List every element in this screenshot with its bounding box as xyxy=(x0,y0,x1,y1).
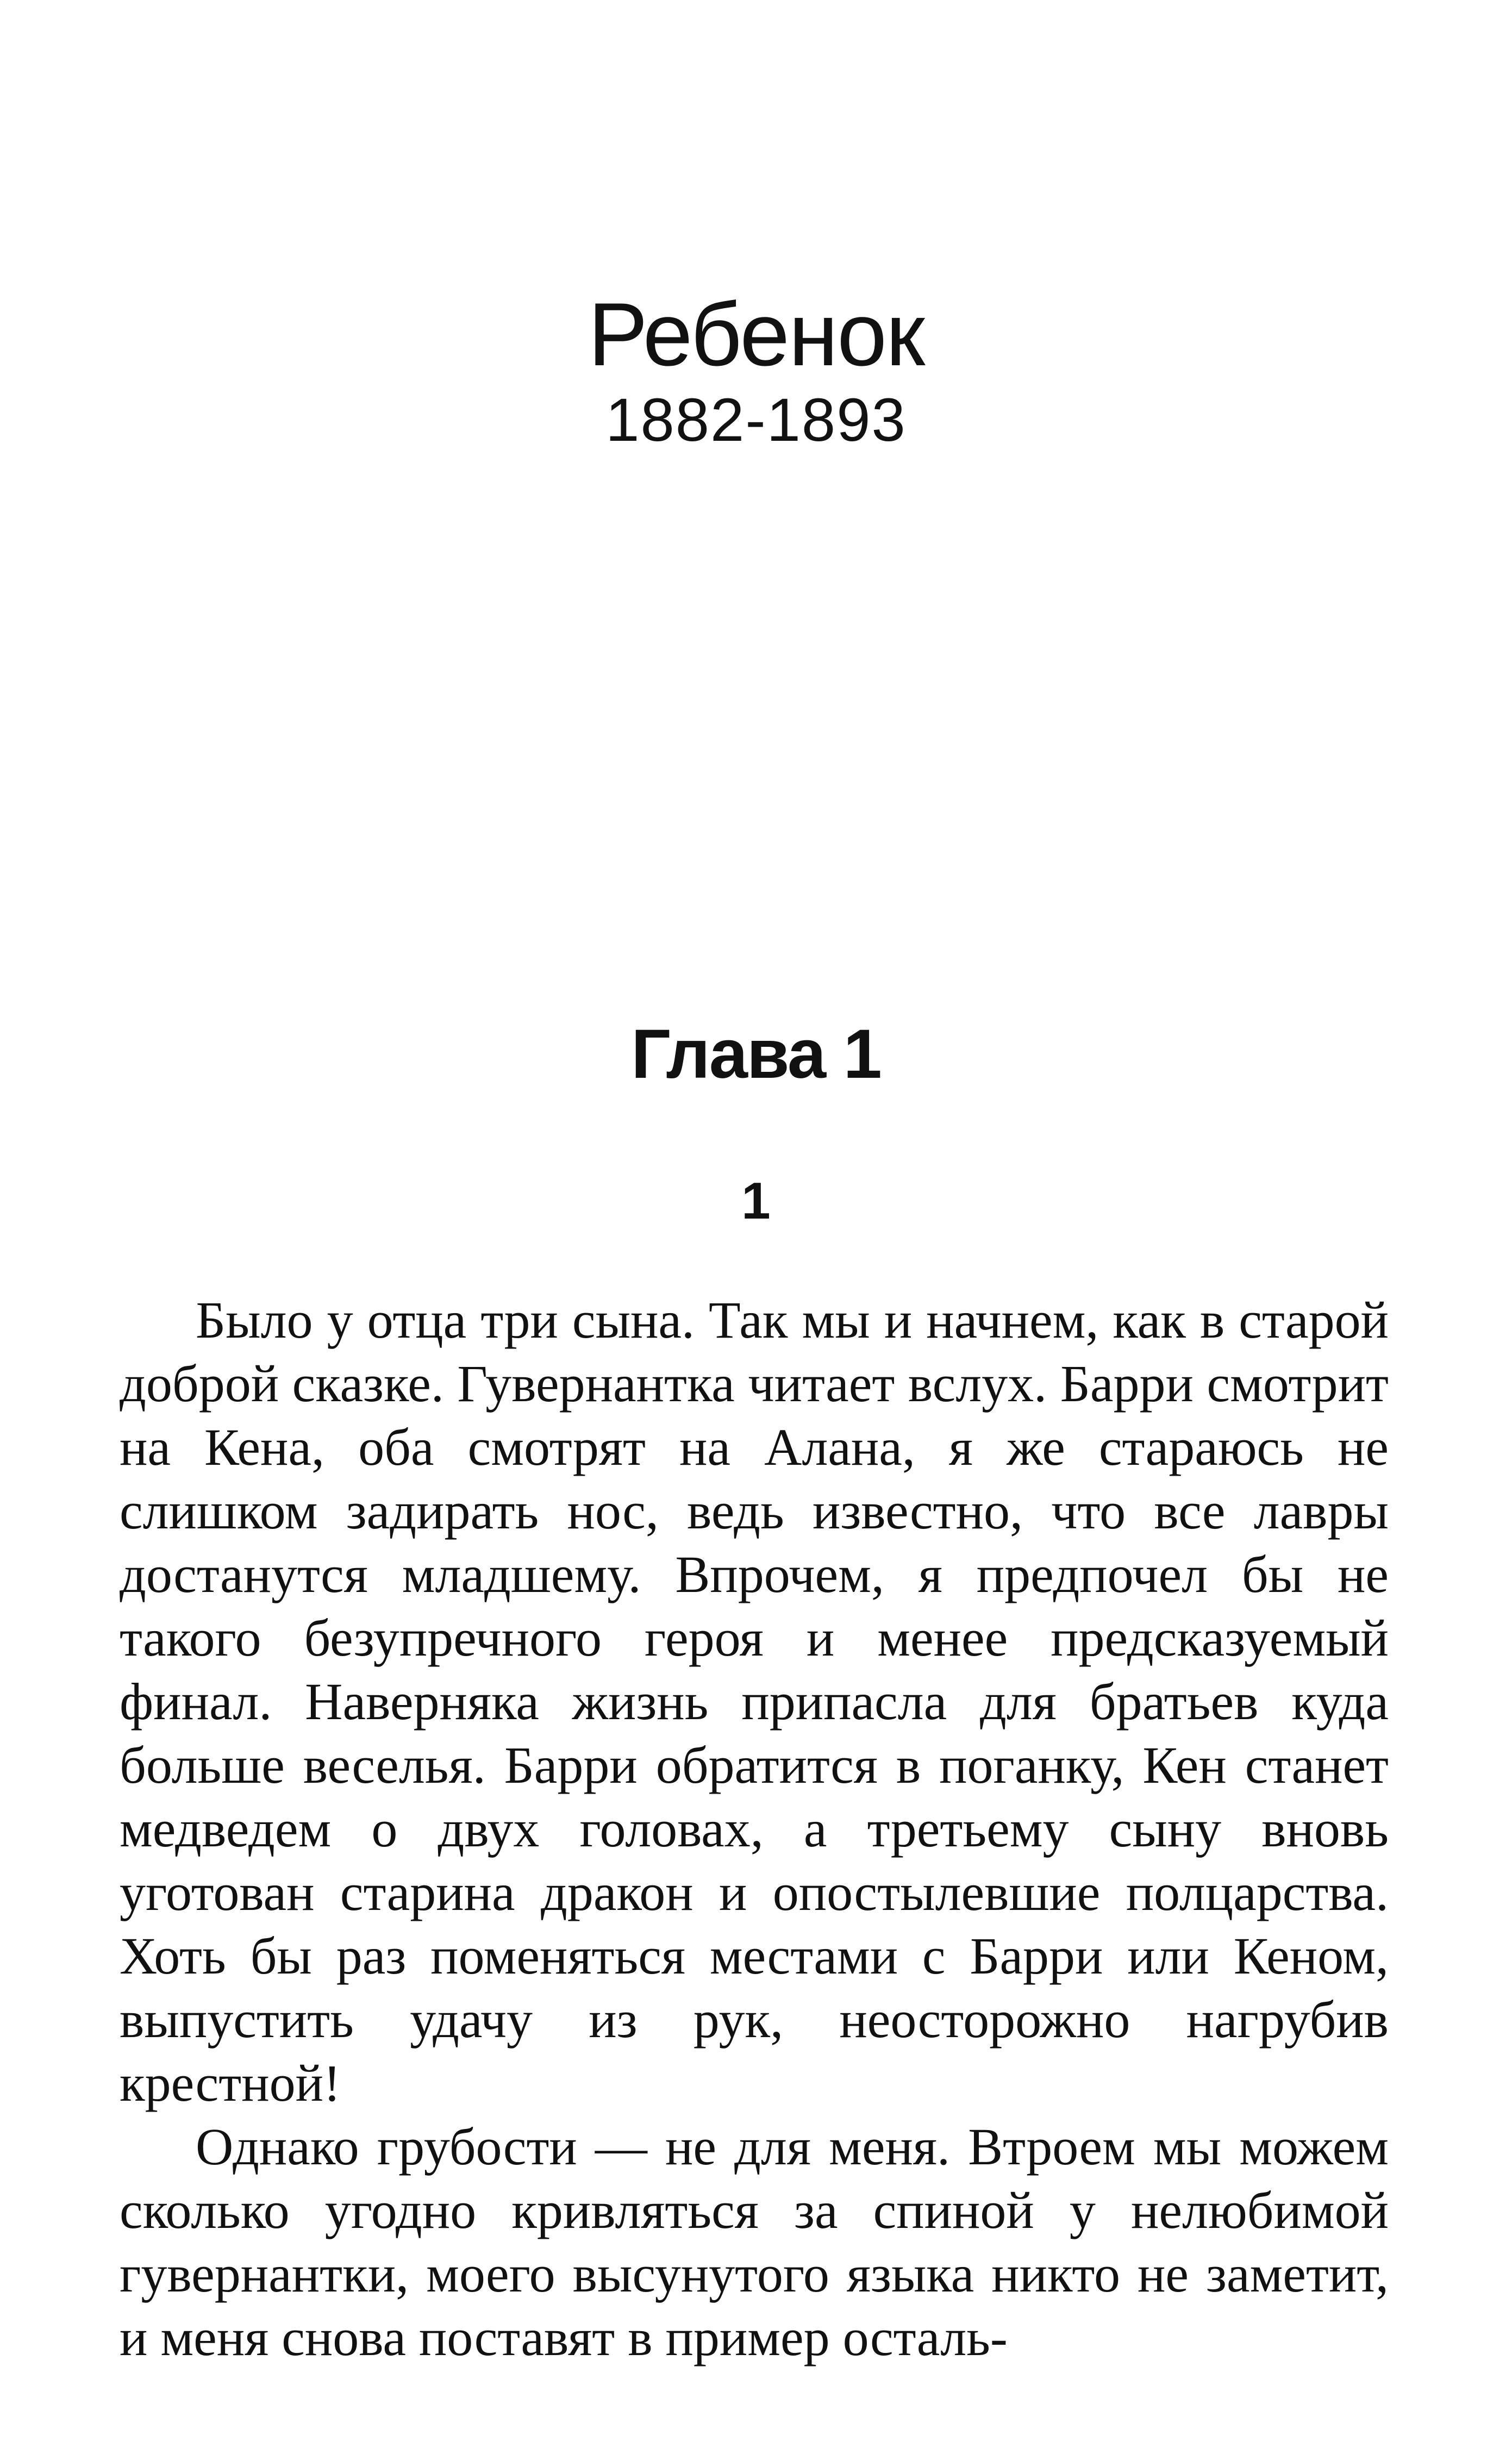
chapter-title: Глава 1 xyxy=(631,1015,881,1093)
paragraph: Было у отца три сына. Так мы и начнем, как в старой доброй сказке. Гувернантка читает вслух. Барри смотрит на Кена, оба смотрят на Алана, я же стараюсь не слишком задирать нос, ведь известно, что все лавры достанутся младшему. Впрочем, я предпочел бы не такого безупречного героя и менее предсказуемый финал. Наверняка жизнь припасла для братьев куда больше веселья. Барри обратится в поганку, Кен станет медведем о двух головах, а третьему сыну вновь уготован старина дракон и опостылевшие полцарства. Хоть бы раз поменяться местами с Барри или Кеном, выпустить удачу из рук, неосторожно нагрубив крестной! xyxy=(120,1291,1389,2112)
body-text xyxy=(120,1288,1389,2369)
part-years: 1882-1893 xyxy=(605,386,907,454)
paragraph: Однако грубости — не для меня. Втроем мы можем сколько угодно кривляться за спиной у нелюбимой гувернантки, моего высунутого языка никто не заметит, и меня снова поставят в пример осталь- xyxy=(120,2118,1389,2366)
part-title: Ребенок xyxy=(588,284,924,384)
section-number: 1 xyxy=(741,1172,771,1230)
